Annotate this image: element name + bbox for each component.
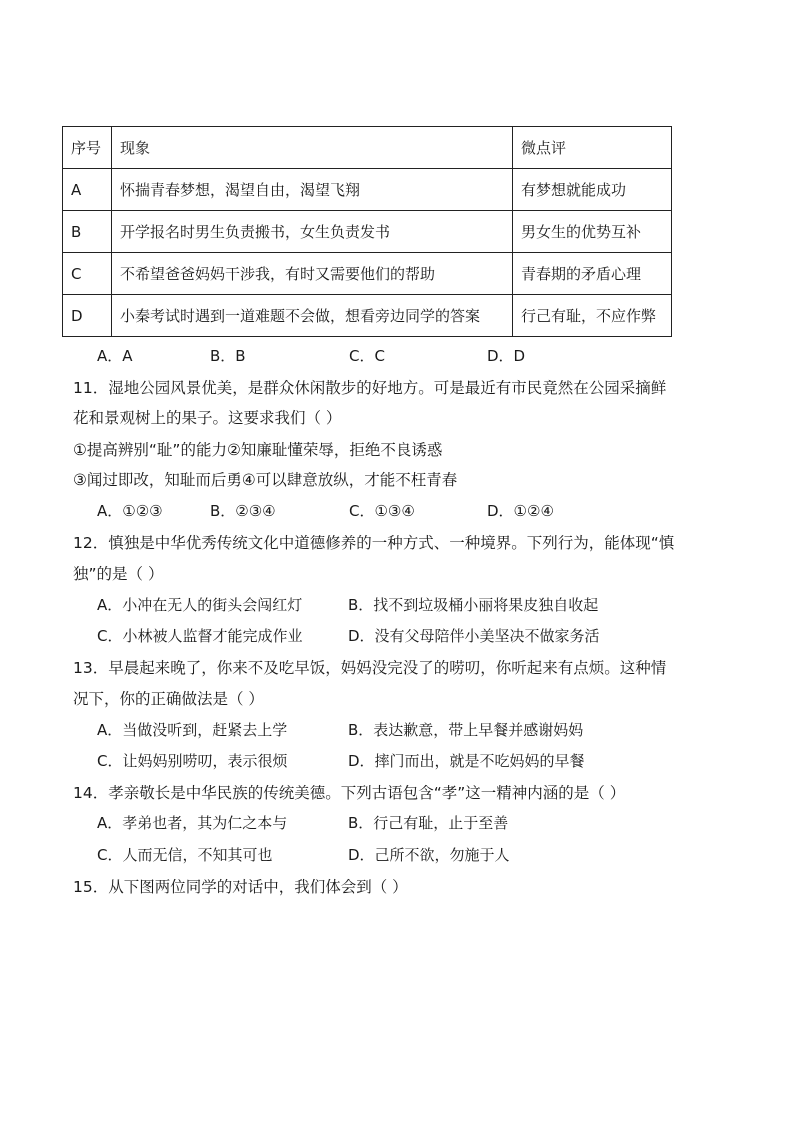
q10-option-c: C．C: [349, 347, 385, 365]
header-cell: 序号: [63, 127, 112, 169]
table-header-row: [63, 127, 672, 169]
table-cell: 行己有耻，不应作弊: [513, 295, 672, 337]
table-cell: D: [63, 295, 112, 337]
q11-stem-line2: 花和景观树上的果子。这要求我们（ ）: [73, 409, 342, 427]
table-row: [63, 169, 672, 211]
q10-option-d: D．D: [487, 347, 526, 365]
q11-option-b: B．②③④: [210, 502, 276, 520]
table-cell: 有梦想就能成功: [513, 169, 672, 211]
table-cell: 开学报名时男生负责搬书，女生负责发书: [112, 211, 513, 253]
table-row: [63, 253, 672, 295]
table-cell: A: [63, 169, 112, 211]
header-cell: 微点评: [513, 127, 672, 169]
q13-option-d: D．摔门而出，就是不吃妈妈的早餐: [348, 752, 585, 770]
table-cell: 男女生的优势互补: [513, 211, 672, 253]
q11-statement-line1: ①提高辨别“耻”的能力②知廉耻懂荣辱，拒绝不良诱惑: [73, 441, 443, 459]
q12-option-d: D．没有父母陪伴小美坚决不做家务活: [348, 627, 600, 645]
q12-stem-line2: 独”的是（ ）: [73, 565, 164, 583]
q13-stem-line1: 13．早晨起来晚了，你来不及吃早饭，妈妈没完没了的唠叨，你听起来有点烦。这种情: [73, 659, 667, 677]
q11-option-a: A．①②③: [97, 502, 163, 520]
q10-option-b: B．B: [210, 347, 246, 365]
q11-statement-line2: ③闻过即改，知耻而后勇④可以肆意放纵，才能不枉青春: [73, 471, 458, 489]
table-cell: B: [63, 211, 112, 253]
q14-stem-line1: 14．孝亲敬长是中华民族的传统美德。下列古语包含“孝”这一精神内涵的是（ ）: [73, 784, 626, 802]
q14-option-c: C．人而无信，不知其可也: [97, 846, 273, 864]
table-cell: C: [63, 253, 112, 295]
q15-stem-line1: 15．从下图两位同学的对话中，我们体会到（ ）: [73, 878, 408, 896]
q14-option-a: A．孝弟也者，其为仁之本与: [97, 814, 288, 832]
q11-stem-line1: 11．湿地公园风景优美，是群众休闲散步的好地方。可是最近有市民竟然在公园采摘鲜: [73, 379, 667, 397]
header-cell: 现象: [112, 127, 513, 169]
q14-option-b: B．行己有耻，止于至善: [348, 814, 509, 832]
table-cell: 青春期的矛盾心理: [513, 253, 672, 295]
q13-stem-line2: 况下，你的正确做法是（ ）: [73, 690, 264, 708]
q12-option-c: C．小林被人监督才能完成作业: [97, 627, 303, 645]
table-cell: 怀揣青春梦想，渴望自由，渴望飞翔: [112, 169, 513, 211]
table-cell: 小秦考试时遇到一道难题不会做，想看旁边同学的答案: [112, 295, 513, 337]
q11-option-d: D．①②④: [487, 502, 554, 520]
q13-option-b: B．表达歉意，带上早餐并感谢妈妈: [348, 721, 584, 739]
q12-option-b: B．找不到垃圾桶小丽将果皮独自收起: [348, 596, 599, 614]
q10-option-a: A．A: [97, 347, 133, 365]
q14-option-d: D．己所不欲，勿施于人: [348, 846, 510, 864]
q12-stem-line1: 12．慎独是中华优秀传统文化中道德修养的一种方式、一种境界。下列行为，能体现“慎: [73, 534, 675, 552]
table-row: [63, 295, 672, 337]
q13-option-c: C．让妈妈别唠叨，表示很烦: [97, 752, 288, 770]
phenomenon-table: [62, 126, 672, 337]
q12-option-a: A．小冲在无人的街头会闯红灯: [97, 596, 303, 614]
table-row: [63, 211, 672, 253]
q13-option-a: A．当做没听到，赶紧去上学: [97, 721, 288, 739]
q11-option-c: C．①③④: [349, 502, 415, 520]
table-cell: 不希望爸爸妈妈干涉我，有时又需要他们的帮助: [112, 253, 513, 295]
